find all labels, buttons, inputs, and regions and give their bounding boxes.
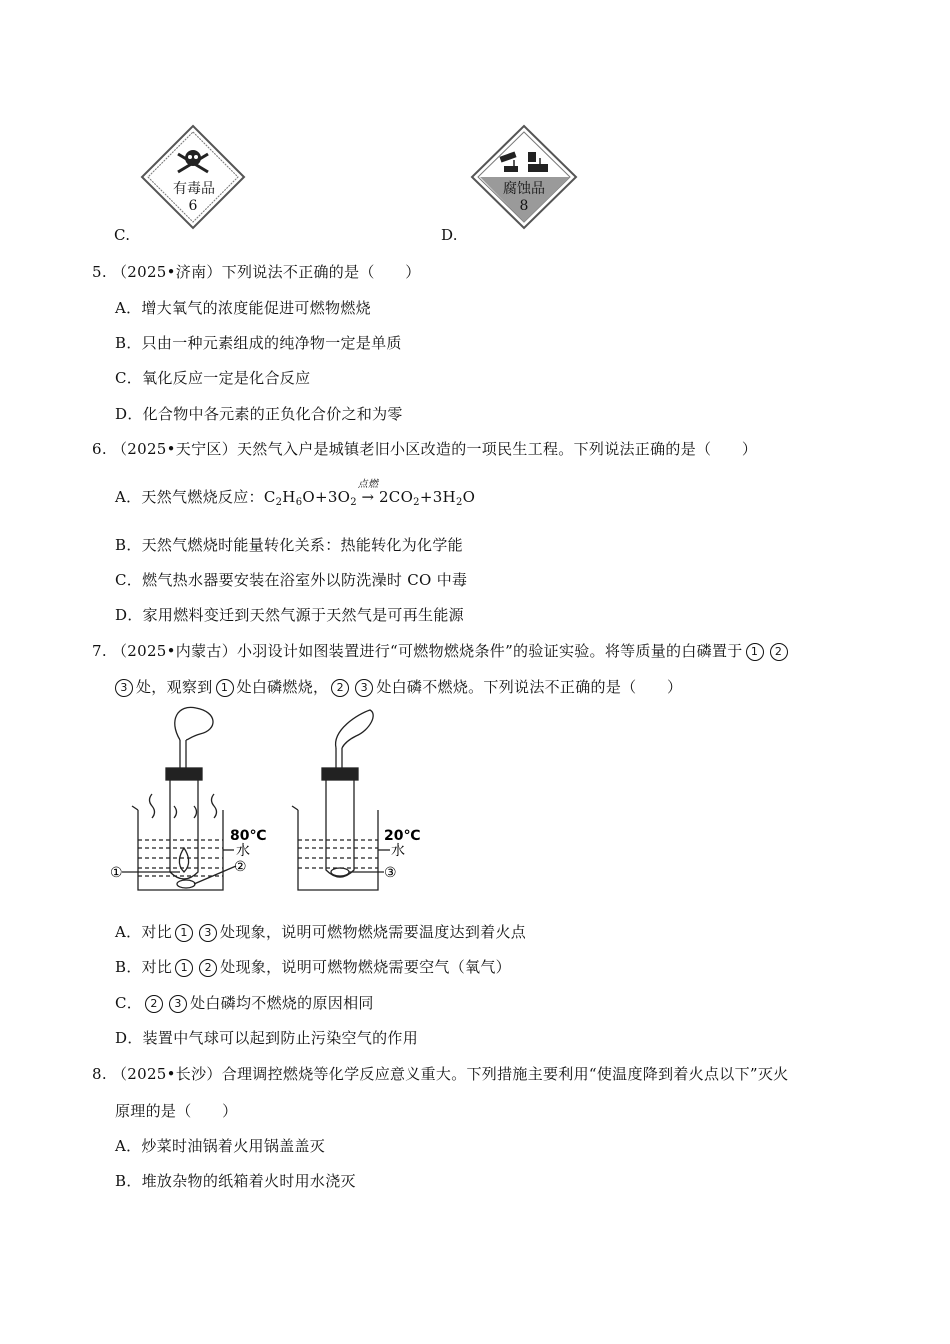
q5-option-b: B．只由一种元素组成的纯净物一定是单质: [115, 334, 402, 352]
q8-stem-line2: 原理的是（ ）: [115, 1102, 238, 1120]
q7-stem-line1: 7. （2025•内蒙古）小羽设计如图装置进行“可燃物燃烧条件”的验证实验。将等质量的白磷置于 1 2: [92, 641, 791, 661]
option-c-label: C.: [114, 226, 131, 244]
q5-option-d: D．化合物中各元素的正负化合价之和为零: [115, 405, 403, 423]
q6-option-d: D．家用燃料变迁到天然气源于天然气是可再生能源: [115, 606, 464, 624]
toxic-sign-number: 6: [188, 198, 198, 214]
q7-option-d: D．装置中气球可以起到防止污染空气的作用: [115, 1029, 419, 1047]
q8-option-b: B．堆放杂物的纸箱着火时用水浇灭: [115, 1172, 356, 1190]
toxic-sign: [140, 124, 246, 234]
corrosive-sign-text: 腐蚀品: [503, 181, 545, 197]
right-mark-3: ③: [384, 865, 397, 881]
q7-option-b: B．对比 1 2 处现象，说明可燃物燃烧需要空气（氧气）: [115, 958, 511, 976]
q6-option-b: B．天然气燃烧时能量转化关系：热能转化为化学能: [115, 536, 463, 554]
corrosive-diamond: [470, 124, 578, 230]
left-beaker: [122, 707, 236, 890]
q8-option-a: A．炒菜时油锅着火用锅盖盖灭: [115, 1137, 326, 1155]
left-water-label: 水: [236, 843, 250, 859]
q6-option-a-prefix: A．天然气燃烧反应：: [115, 488, 264, 506]
left-mark-1: ①: [110, 865, 123, 881]
q5-option-a: A．增大氧气的浓度能促进可燃物燃烧: [115, 299, 371, 317]
q7-stem-line2: 3 处，观察到 1 处白磷燃烧， 2 3 处白磷不燃烧。下列说法不正确的是（ ）: [115, 677, 682, 697]
toxic-sign-text: 有毒品: [173, 181, 215, 197]
q7-option-c: C． 2 3 处白磷均不燃烧的原因相同: [115, 994, 374, 1012]
corrosive-sign-number: 8: [519, 198, 529, 214]
q6-equation: $C_2H_6O+3O_2$ 点燃 → $2CO_2+3H_2O$: [263, 479, 476, 508]
q6-option-a: [115, 479, 476, 508]
corrosive-sign: [470, 124, 578, 234]
q5-option-c: C．氧化反应一定是化合反应: [115, 369, 311, 387]
q8-stem-line1: 8. （2025•长沙）合理调控燃烧等化学反应意义重大。下列措施主要利用“使温度降到着火点以下”灭火: [92, 1065, 789, 1083]
right-beaker: [292, 710, 390, 890]
reaction-arrow: 点燃 →: [357, 479, 379, 506]
q6-option-c: C．燃气热水器要安装在浴室外以防洗澡时 CO 中毒: [115, 571, 468, 589]
q7-apparatus-figure: [108, 700, 438, 904]
right-temp: 20℃: [384, 828, 421, 844]
option-d-label: D.: [441, 226, 458, 244]
q6-stem: 6. （2025•天宁区）天然气入户是城镇老旧小区改造的一项民生工程。下列说法正确的是（ ）: [92, 440, 758, 458]
left-temp: 80℃: [230, 828, 267, 844]
q7-option-a: A．对比 1 3 处现象，说明可燃物燃烧需要温度达到着火点: [115, 923, 527, 941]
left-mark-2: ②: [234, 859, 247, 875]
q5-stem: 5. （2025•济南）下列说法不正确的是（ ）: [92, 263, 421, 281]
toxic-diamond: [140, 124, 246, 230]
right-water-label: 水: [391, 843, 405, 859]
